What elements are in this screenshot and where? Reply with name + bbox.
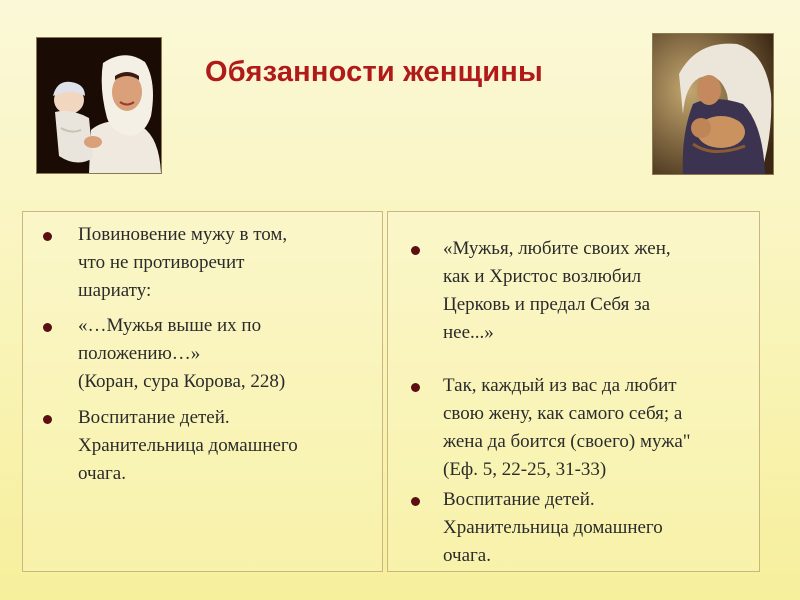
- list-item: «Мужья, любите своих жен, как и Христос возлюбил Церковь и предал Себя за нее...»: [443, 238, 671, 343]
- list-item: «…Мужья выше их по положению…» (Коран, сура Корова, 228): [78, 315, 286, 392]
- bullet-icon: [411, 497, 420, 506]
- page-title: Обязанности женщины: [205, 56, 543, 88]
- left-panel-islam: [22, 211, 383, 572]
- mother-with-baby-photo: [36, 37, 162, 174]
- right-panel-christianity: [387, 211, 760, 572]
- list-item: Воспитание детей. Хранительница домашнего очага.: [78, 407, 298, 484]
- bullet-icon: [43, 415, 52, 424]
- bullet-icon: [43, 232, 52, 241]
- bullet-icon: [43, 323, 52, 332]
- list-item: Повиновение мужу в том, что не противоречит шариату:: [78, 224, 288, 301]
- bullet-icon: [411, 246, 420, 255]
- list-item: Так, каждый из вас да любит свою жену, как самого себя; а жена да боится (своего) мужа" (Еф. 5, 22-25, 31-33): [443, 375, 691, 480]
- list-item: Воспитание детей. Хранительница домашнего очага.: [443, 489, 663, 566]
- bullet-icon: [411, 383, 420, 392]
- madonna-with-child-painting: [652, 33, 774, 175]
